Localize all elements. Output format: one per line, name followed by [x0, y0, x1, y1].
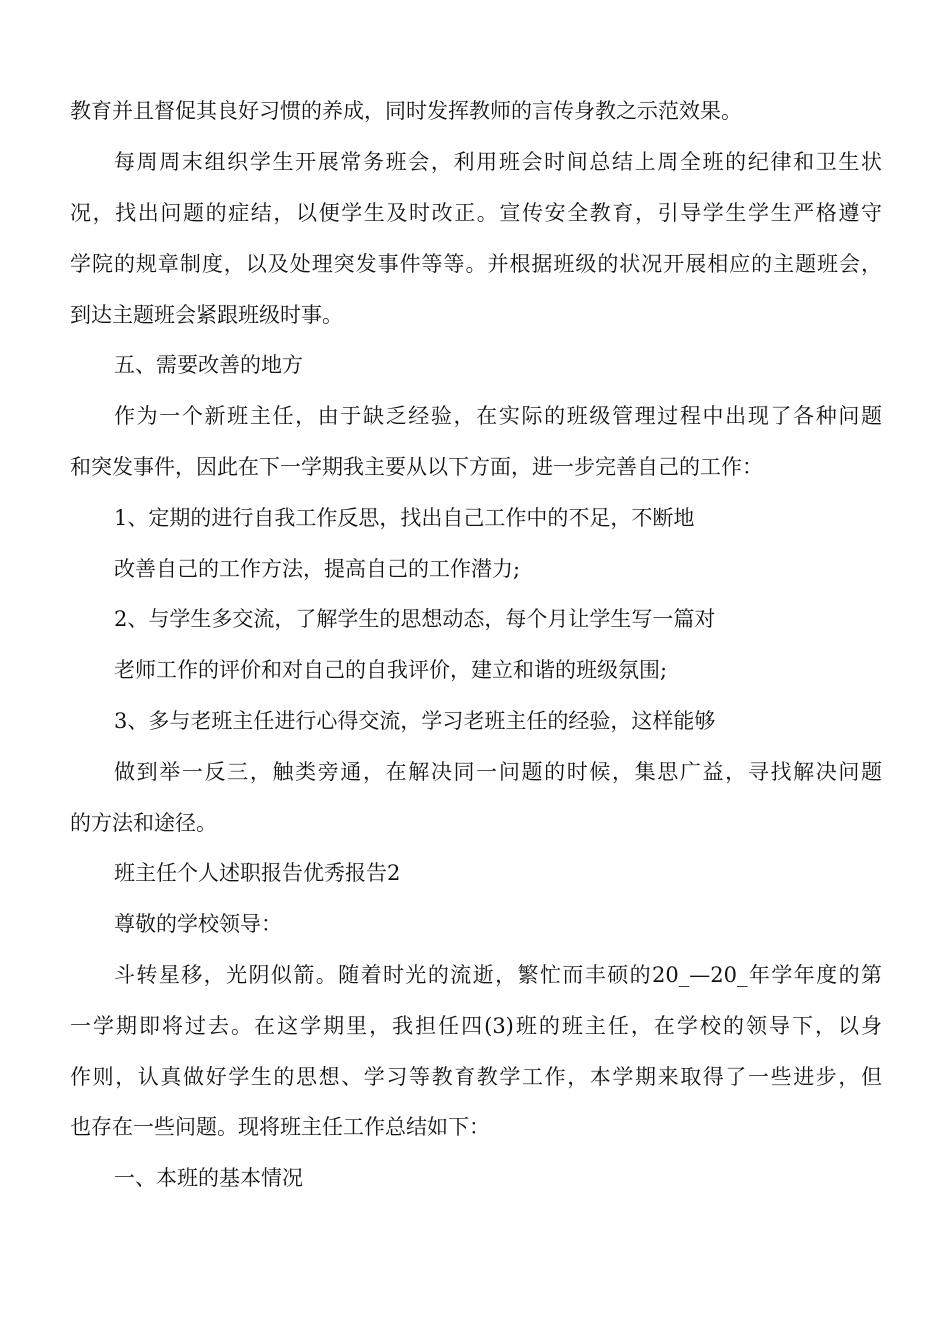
- section-heading: 一、本班的基本情况: [114, 1166, 303, 1190]
- paragraph-line: 每周周末组织学生开展常务班会，利用班会时间总结上周全班的纪律和卫生状: [114, 150, 882, 174]
- list-item-line: 改善自己的工作方法，提高自己的工作潜力;: [114, 557, 521, 581]
- paragraph-line: 作为一个新班主任，由于缺乏经验，在实际的班级管理过程中出现了各种问题: [114, 404, 882, 428]
- section-heading: 五、需要改善的地方: [114, 353, 303, 377]
- paragraph-line: 到达主题班会紧跟班级时事。: [70, 303, 343, 327]
- list-item-line: 老师工作的评价和对自己的自我评价，建立和谐的班级氛围;: [114, 658, 668, 682]
- paragraph-line: 也存在一些问题。现将班主任工作总结如下：: [70, 1115, 490, 1139]
- list-item-line: 2、与学生多交流，了解学生的思想动态，每个月让学生写一篇对: [114, 607, 716, 631]
- salutation: 尊敬的学校领导：: [114, 912, 282, 936]
- paragraph-line: 学院的规章制度，以及处理突发事件等等。并根据班级的状况开展相应的主题班会，: [70, 252, 882, 276]
- paragraph-line: 一学期即将过去。在这学期里，我担任四(3)班的班主任，在学校的领导下，以身: [70, 1014, 882, 1038]
- list-item-line: 3、多与老班主任进行心得交流，学习老班主任的经验，这样能够: [114, 709, 716, 733]
- paragraph-line: 况，找出问题的症结，以便学生及时改正。宣传安全教育，引导学生学生严格遵守: [70, 201, 882, 225]
- report-title: 班主任个人述职报告优秀报告2: [114, 861, 401, 885]
- list-item-line: 做到举一反三，触类旁通，在解决同一问题的时候，集思广益，寻找解决问题: [114, 760, 882, 784]
- list-item-line: 1、定期的进行自我工作反思，找出自己工作中的不足，不断地: [114, 506, 695, 530]
- paragraph-line: 和突发事件，因此在下一学期我主要从以下方面，进一步完善自己的工作：: [70, 455, 763, 479]
- list-item-line: 的方法和途径。: [70, 811, 217, 835]
- paragraph-line: 作则，认真做好学生的思想、学习等教育教学工作，本学期来取得了一些进步，但: [70, 1065, 882, 1089]
- paragraph-line: 斗转星移，光阴似箭。随着时光的流逝，繁忙而丰硕的20_—20_年学年度的第: [114, 963, 882, 987]
- paragraph-line: 教育并且督促其良好习惯的养成，同时发挥教师的言传身教之示范效果。: [70, 99, 742, 123]
